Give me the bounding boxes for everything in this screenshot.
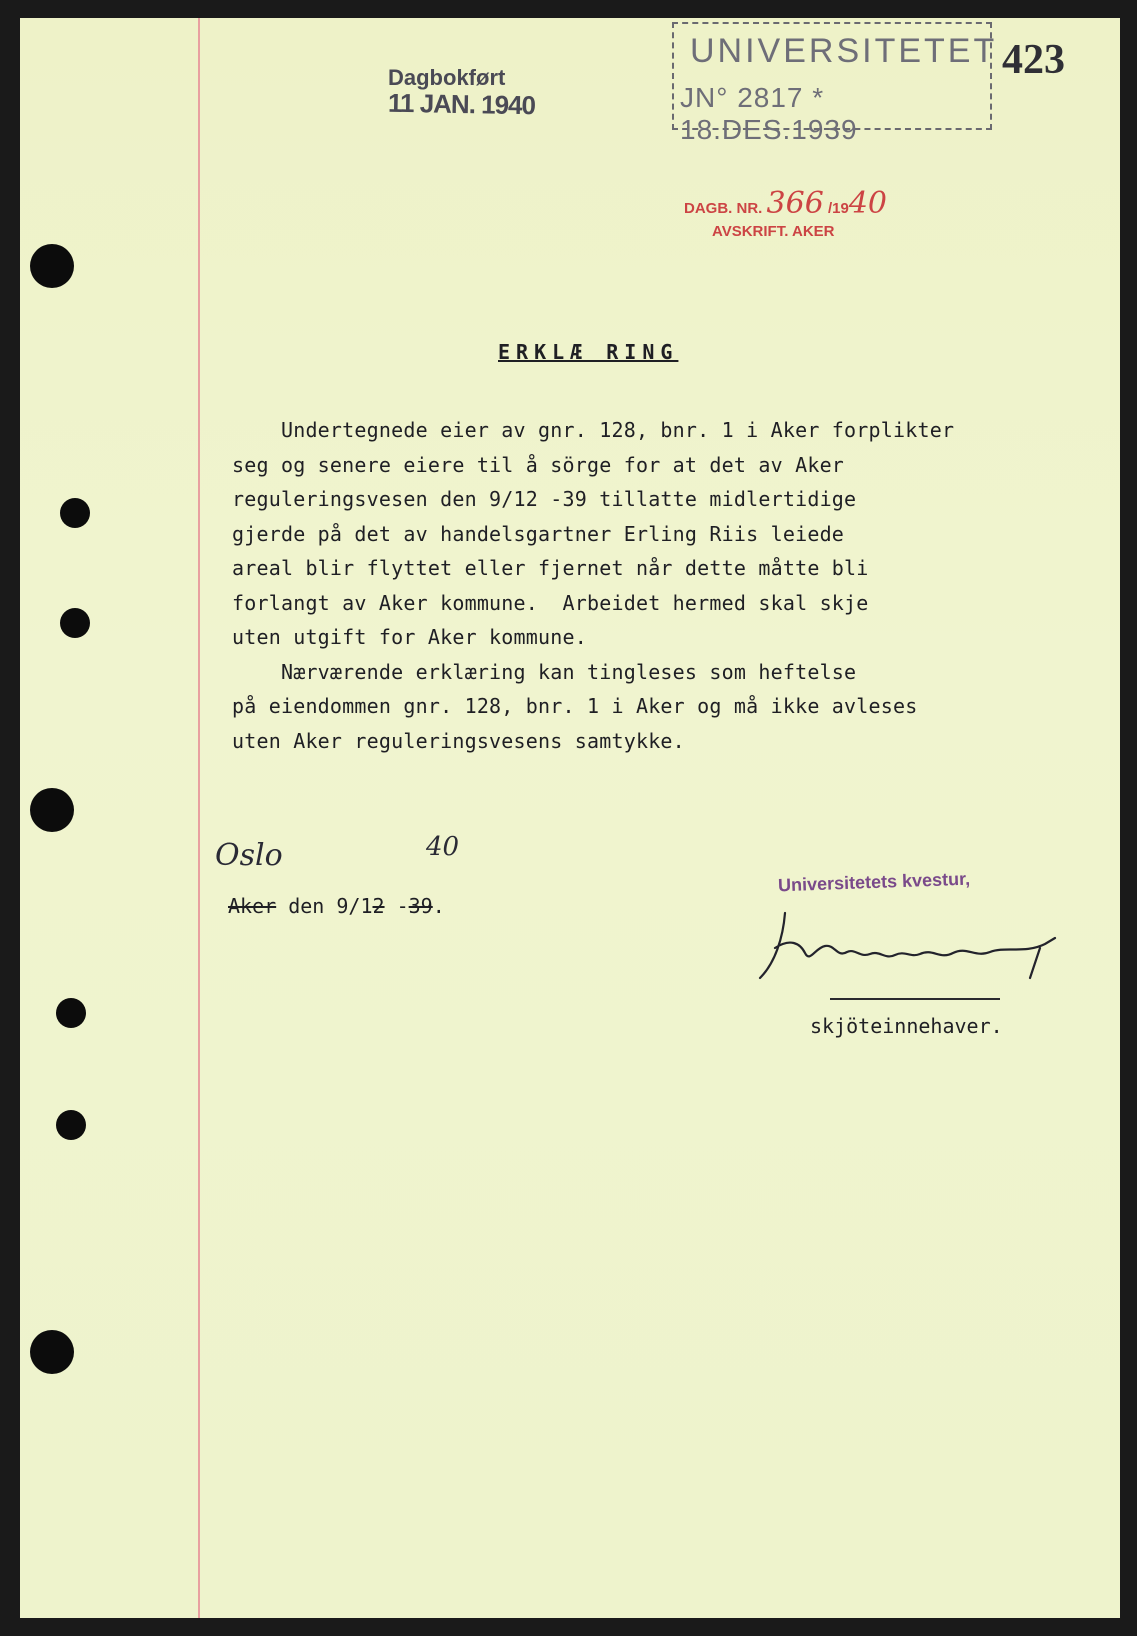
- dagbok-date: 11 JAN. 1940: [387, 87, 536, 121]
- page-number: 423: [1002, 37, 1065, 83]
- dagb-year: 40: [848, 186, 887, 221]
- document-title: ERKLÆ RING: [498, 340, 679, 364]
- dagb-number: 366: [766, 186, 824, 221]
- declaration-body: Undertegnede eier av gnr. 128, bnr. 1 i Aker forplikter seg og senere eiere til å sörge for at det av Aker reguleringsvesen den 9/12 -39 tillatte midlertidige gjerde på det av handelsgartner Erling Riis leiede areal blir flyttet eller fjernet når dette måtte bli forlangt av Aker kommune. Arbeidet hermed skal skje uten utgift for Aker kommune. Nærværende erklæring kan tingleses som heftelse på eiendommen gnr. 128, bnr. 1 i Aker og må ikke avleses uten Aker reguleringsvesens samtykke.: [232, 418, 955, 753]
- dagbokfort-stamp: [388, 66, 535, 119]
- universitetet-stamp: [672, 22, 998, 145]
- kvestur-stamp: Universitetets kvestur,: [777, 868, 971, 896]
- punch-hole: [56, 1110, 86, 1140]
- punch-hole: [60, 608, 90, 638]
- dagb-label: DAGB. NR.: [684, 200, 763, 217]
- dagbok-label: Dagbokført: [388, 65, 506, 90]
- punch-hole: [30, 244, 74, 288]
- date-dash: -: [384, 894, 409, 918]
- punch-hole: [60, 498, 90, 528]
- avskrift-label: AVSKRIFT. AKER: [712, 223, 835, 240]
- red-margin-line: [198, 18, 200, 1618]
- punch-hole: [30, 1330, 74, 1374]
- punch-hole: [56, 998, 86, 1028]
- handwritten-year: 40: [426, 832, 460, 862]
- dagb-nr-stamp: [684, 186, 887, 240]
- struck-place: Aker: [228, 894, 277, 918]
- struck-year: 39: [408, 894, 433, 918]
- signature-line: [830, 998, 1000, 1000]
- universitetet-journal: JN° 2817 * 18.DES.1939: [680, 82, 858, 145]
- date-line: [228, 894, 445, 918]
- struck-digit: 2: [372, 894, 385, 918]
- date-text: den 9/1: [276, 894, 373, 918]
- handwritten-place: Oslo: [215, 838, 283, 873]
- punch-hole: [30, 788, 74, 832]
- universitetet-label: UNIVERSITETET: [690, 32, 998, 70]
- handwritten-signature: [755, 908, 1065, 988]
- holder-label: skjöteinnehaver.: [810, 1014, 1003, 1038]
- date-end: .: [432, 894, 445, 918]
- dagb-year-prefix: /19: [827, 200, 849, 217]
- document-page: [20, 18, 1120, 1618]
